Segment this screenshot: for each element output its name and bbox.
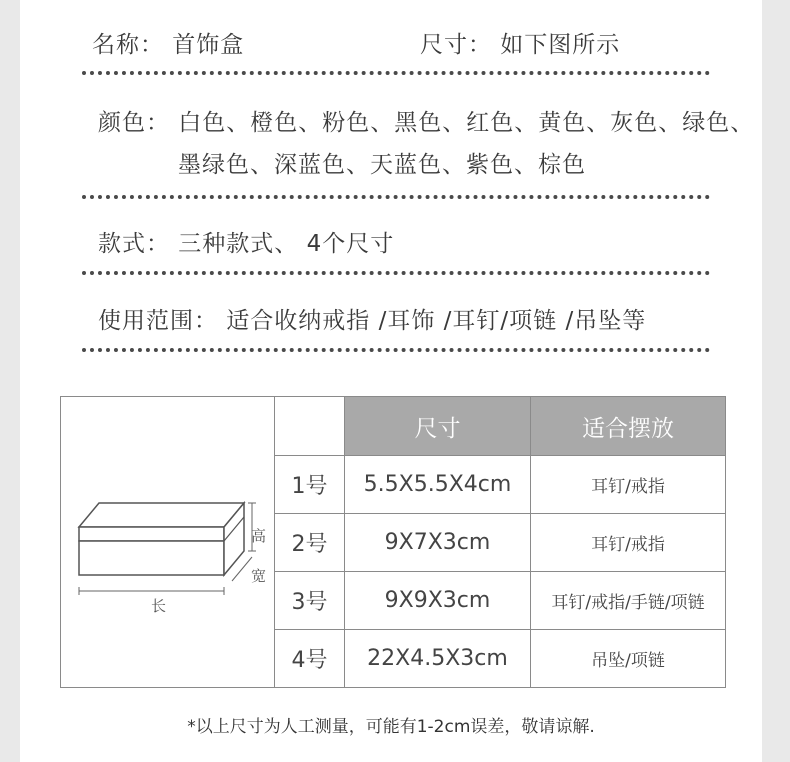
row-size: 9X9X3cm (345, 572, 531, 630)
row-number: 2号 (275, 514, 345, 572)
row-use: 耳钉/戒指 (531, 456, 726, 514)
height-label: 高 (251, 527, 267, 545)
table-header-use: 适合摆放 (531, 397, 726, 456)
dotted-divider (82, 271, 710, 275)
row-size: 5.5X5.5X4cm (345, 456, 531, 514)
row-use: 吊坠/项链 (531, 630, 726, 688)
dotted-divider (82, 348, 710, 352)
product-size: 尺寸： 如下图所示 (420, 32, 621, 58)
row-number: 1号 (275, 456, 345, 514)
product-info-card (20, 0, 762, 762)
product-name: 名称： 首饰盒 (92, 32, 245, 58)
dotted-divider (82, 195, 710, 199)
product-colors-line1: 颜色： 白色、橙色、粉色、黑色、红色、黄色、灰色、绿色、 (98, 110, 755, 136)
box-dimension-diagram (61, 397, 274, 687)
table-header-size: 尺寸 (345, 397, 531, 456)
product-colors-line2: 墨绿色、深蓝色、天蓝色、紫色、棕色 (178, 152, 586, 178)
box-top-face (79, 503, 244, 527)
row-size: 9X7X3cm (345, 514, 531, 572)
measurement-note: *以上尺寸为人工测量，可能有1-2cm误差，敬请谅解. (187, 717, 595, 737)
box-lid-front (79, 527, 224, 541)
product-style: 款式： 三种款式、 4个尺寸 (98, 231, 395, 257)
row-use: 耳钉/戒指 (531, 514, 726, 572)
dotted-divider (82, 71, 710, 75)
width-label: 宽 (251, 567, 267, 585)
box-body-front (79, 541, 224, 575)
row-number: 3号 (275, 572, 345, 630)
row-use: 耳钉/戒指/手链/项链 (531, 572, 726, 630)
row-number: 4号 (275, 630, 345, 688)
length-label: 长 (151, 597, 167, 615)
box-diagram-cell (61, 397, 275, 688)
table-header-blank (275, 397, 345, 456)
row-size: 22X4.5X3cm (345, 630, 531, 688)
table-header-row (61, 397, 726, 456)
product-usage: 使用范围： 适合收纳戒指 /耳饰 /耳钉/项链 /吊坠等 (98, 308, 647, 334)
size-spec-table (60, 396, 726, 688)
